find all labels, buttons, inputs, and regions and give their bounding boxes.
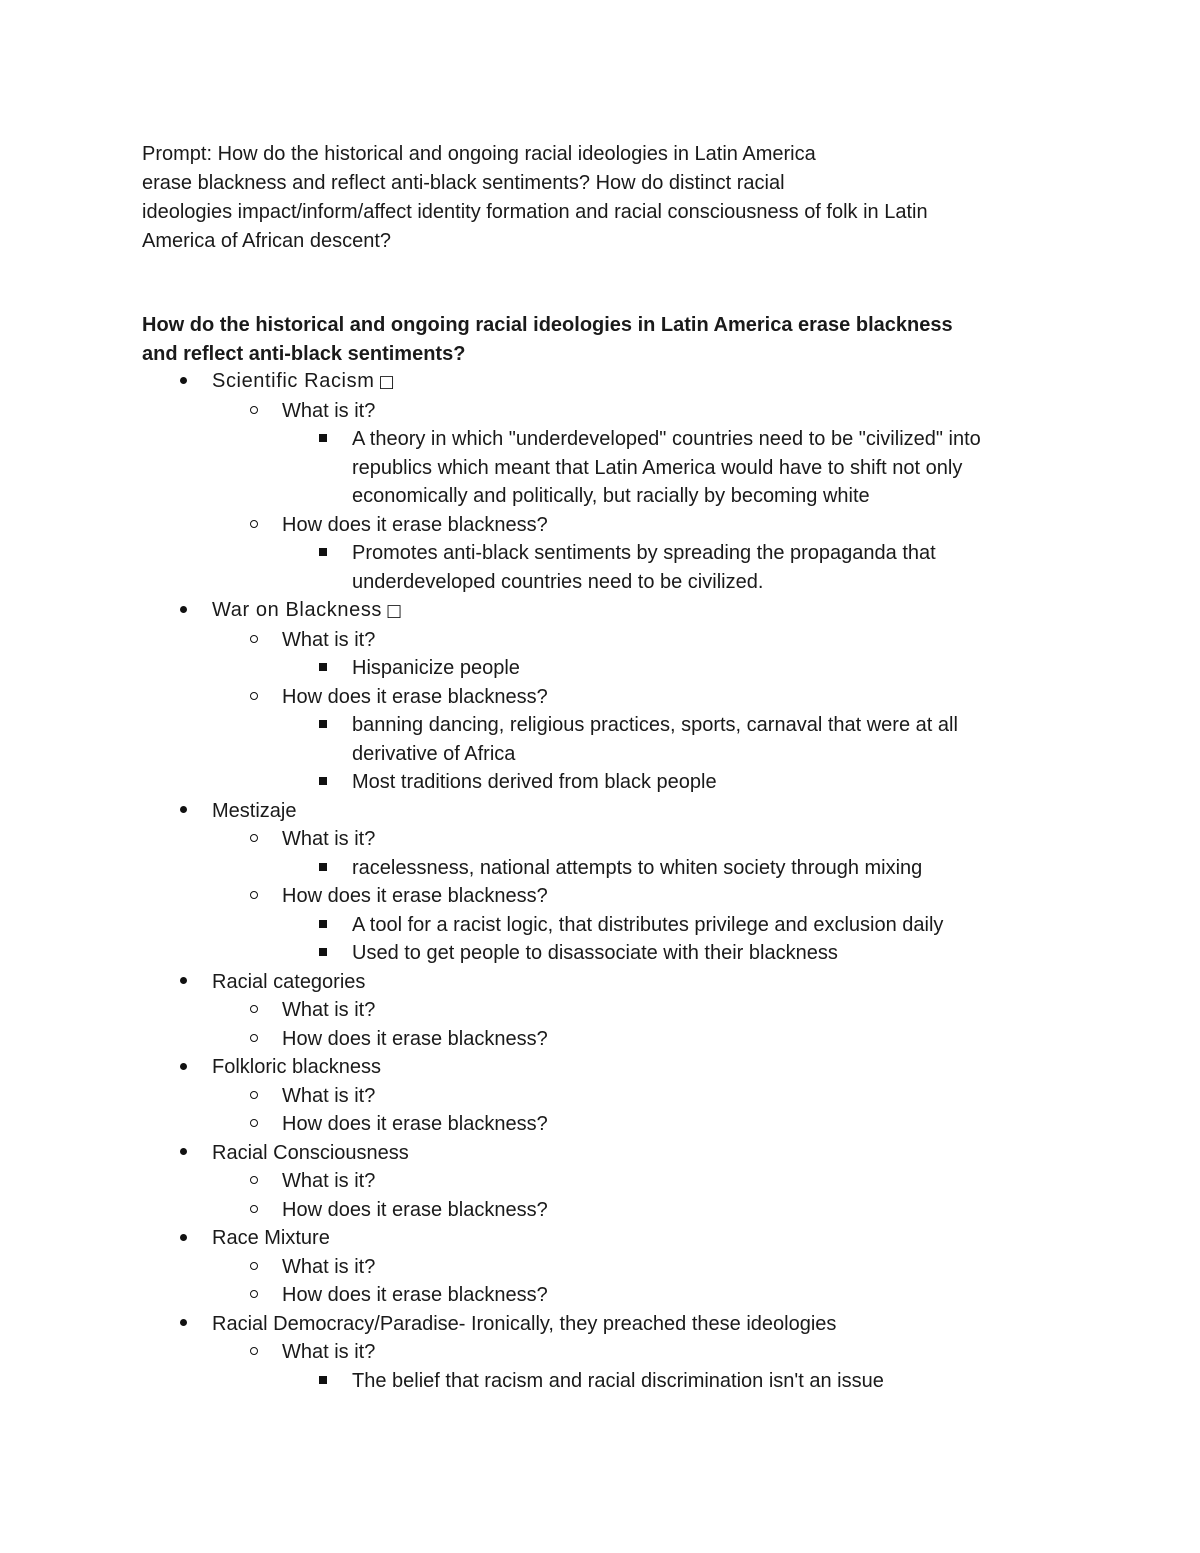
- item-label: The belief that racism and racial discrimination isn't an issue: [352, 1369, 884, 1392]
- bullet-disc-icon: [176, 797, 190, 826]
- bullet-circle-icon: [247, 397, 261, 426]
- outline-subitem: [0, 1253, 1200, 1282]
- item-label: Racial categories: [212, 970, 366, 993]
- outline-subitem: [0, 511, 1200, 540]
- bullet-square-icon: [316, 654, 330, 683]
- item-label: How does it erase blackness?: [282, 685, 548, 708]
- item-label: A theory in which "underdeveloped" countries need to be "civilized" into republics which meant that Latin America would have to shift not only economically and politically, but racially by becoming white: [352, 428, 981, 507]
- item-label: What is it?: [282, 1084, 376, 1107]
- outline-subitem: [0, 1281, 1200, 1310]
- prompt-line: Prompt: How do the historical and ongoing racial ideologies in Latin America: [142, 143, 816, 165]
- bullet-circle-icon: [247, 1253, 261, 1282]
- prompt-line: ideologies impact/inform/affect identity formation and racial consciousness of folk in Latin: [142, 201, 928, 223]
- item-label: What is it?: [282, 399, 376, 422]
- item-label: Hispanicize people: [352, 657, 520, 679]
- bullet-disc-icon: [176, 1224, 190, 1253]
- prompt-line: erase blackness and reflect anti-black sentiments? How do distinct racial: [142, 172, 785, 194]
- bullet-square-icon: [316, 768, 330, 797]
- bullet-circle-icon: [247, 511, 261, 540]
- item-label: Race Mixture: [212, 1227, 330, 1249]
- bullet-disc-icon: [176, 1139, 190, 1168]
- item-label: War on Blackness: [212, 599, 383, 621]
- bullet-circle-icon: [247, 626, 261, 655]
- bullet-circle-icon: [247, 1196, 261, 1225]
- bullet-square-icon: [316, 539, 330, 568]
- bullet-square-icon: [316, 425, 330, 454]
- outline-detail: [0, 539, 1200, 596]
- bullet-disc-icon: [176, 968, 190, 997]
- outline-subitem: [0, 397, 1200, 426]
- outline-subitem: [0, 1110, 1200, 1139]
- item-label: What is it?: [282, 1341, 376, 1363]
- outline-subitem: [0, 1338, 1200, 1367]
- item-label: What is it?: [282, 1170, 376, 1192]
- item-label: How does it erase blackness?: [282, 885, 548, 907]
- item-label: banning dancing, religious practices, sports, carnaval that were at all derivative of Africa: [352, 714, 958, 765]
- placeholder-box-icon: □: [378, 372, 396, 392]
- heading-line: and reflect anti-black sentiments?: [142, 343, 466, 365]
- bullet-square-icon: [316, 1367, 330, 1396]
- item-label: How does it erase blackness?: [282, 1113, 548, 1135]
- outline-detail: [0, 911, 1200, 940]
- outline-detail: [0, 939, 1200, 968]
- outline-subitem: [0, 1082, 1200, 1111]
- outline-item-mestizaje: [0, 797, 1200, 826]
- outline-detail: [0, 425, 1200, 511]
- bullet-disc-icon: [176, 1310, 190, 1339]
- item-label: How does it erase blackness?: [282, 513, 548, 536]
- outline-item-racial-consciousness: [0, 1139, 1200, 1168]
- bullet-circle-icon: [247, 683, 261, 712]
- outline-detail: [0, 768, 1200, 797]
- outline-subitem: [0, 1196, 1200, 1225]
- outline-item-scientific-racism: [0, 367, 1200, 397]
- placeholder-box-icon: □: [386, 601, 403, 621]
- outline-detail: [0, 711, 1200, 768]
- outline-detail: [0, 1367, 1200, 1396]
- item-label: What is it?: [282, 628, 376, 651]
- bullet-circle-icon: [247, 1281, 261, 1310]
- item-label: Promotes anti-black sentiments by spreading the propaganda that underdeveloped countries need to be civilized.: [352, 542, 936, 593]
- outline-item-war-on-blackness: [0, 596, 1200, 626]
- heading-line: How do the historical and ongoing racial ideologies in Latin America erase blackness: [142, 314, 953, 336]
- bullet-circle-icon: [247, 1082, 261, 1111]
- bullet-square-icon: [316, 939, 330, 968]
- bullet-disc-icon: [176, 367, 190, 396]
- outline-detail: [0, 654, 1200, 683]
- bullet-disc-icon: [176, 596, 190, 625]
- outline-list: [0, 367, 1200, 1395]
- bullet-circle-icon: [247, 1167, 261, 1196]
- outline-subitem: [0, 825, 1200, 854]
- item-label: Folkloric blackness: [212, 1056, 381, 1078]
- outline-subitem: [0, 626, 1200, 655]
- item-label: Mestizaje: [212, 799, 297, 822]
- item-label: A tool for a racist logic, that distributes privilege and exclusion daily: [352, 913, 944, 936]
- outline-subitem: [0, 882, 1200, 911]
- bullet-square-icon: [316, 911, 330, 940]
- item-label: Most traditions derived from black people: [352, 771, 717, 793]
- item-label: Used to get people to disassociate with their blackness: [352, 942, 838, 964]
- bullet-circle-icon: [247, 1338, 261, 1367]
- item-label: How does it erase blackness?: [282, 1198, 548, 1221]
- bullet-circle-icon: [247, 1110, 261, 1139]
- outline-subitem: [0, 1025, 1200, 1054]
- outline-item-folkloric-blackness: [0, 1053, 1200, 1082]
- item-label: Scientific Racism: [212, 370, 375, 392]
- outline-item-racial-democracy: [0, 1310, 1200, 1339]
- bullet-square-icon: [316, 711, 330, 740]
- outline-subitem: [0, 996, 1200, 1025]
- outline-item-racial-categories: [0, 968, 1200, 997]
- outline-item-race-mixture: [0, 1224, 1200, 1253]
- item-label: What is it?: [282, 999, 376, 1021]
- bullet-circle-icon: [247, 1025, 261, 1054]
- prompt-line: America of African descent?: [142, 230, 392, 252]
- bullet-square-icon: [316, 854, 330, 883]
- item-label: What is it?: [282, 828, 376, 850]
- bullet-circle-icon: [247, 882, 261, 911]
- bullet-disc-icon: [176, 1053, 190, 1082]
- prompt-paragraph: [142, 140, 1022, 256]
- item-label: Racial Consciousness: [212, 1141, 409, 1164]
- bullet-circle-icon: [247, 825, 261, 854]
- item-label: How does it erase blackness?: [282, 1284, 548, 1306]
- outline-detail: [0, 854, 1200, 883]
- item-label: Racial Democracy/Paradise- Ironically, they preached these ideologies: [212, 1312, 837, 1335]
- outline-subitem: [0, 683, 1200, 712]
- section-heading: [142, 311, 1042, 369]
- item-label: How does it erase blackness?: [282, 1027, 548, 1050]
- item-label: What is it?: [282, 1255, 376, 1278]
- outline-subitem: [0, 1167, 1200, 1196]
- item-label: racelessness, national attempts to whiten society through mixing: [352, 856, 923, 879]
- bullet-circle-icon: [247, 996, 261, 1025]
